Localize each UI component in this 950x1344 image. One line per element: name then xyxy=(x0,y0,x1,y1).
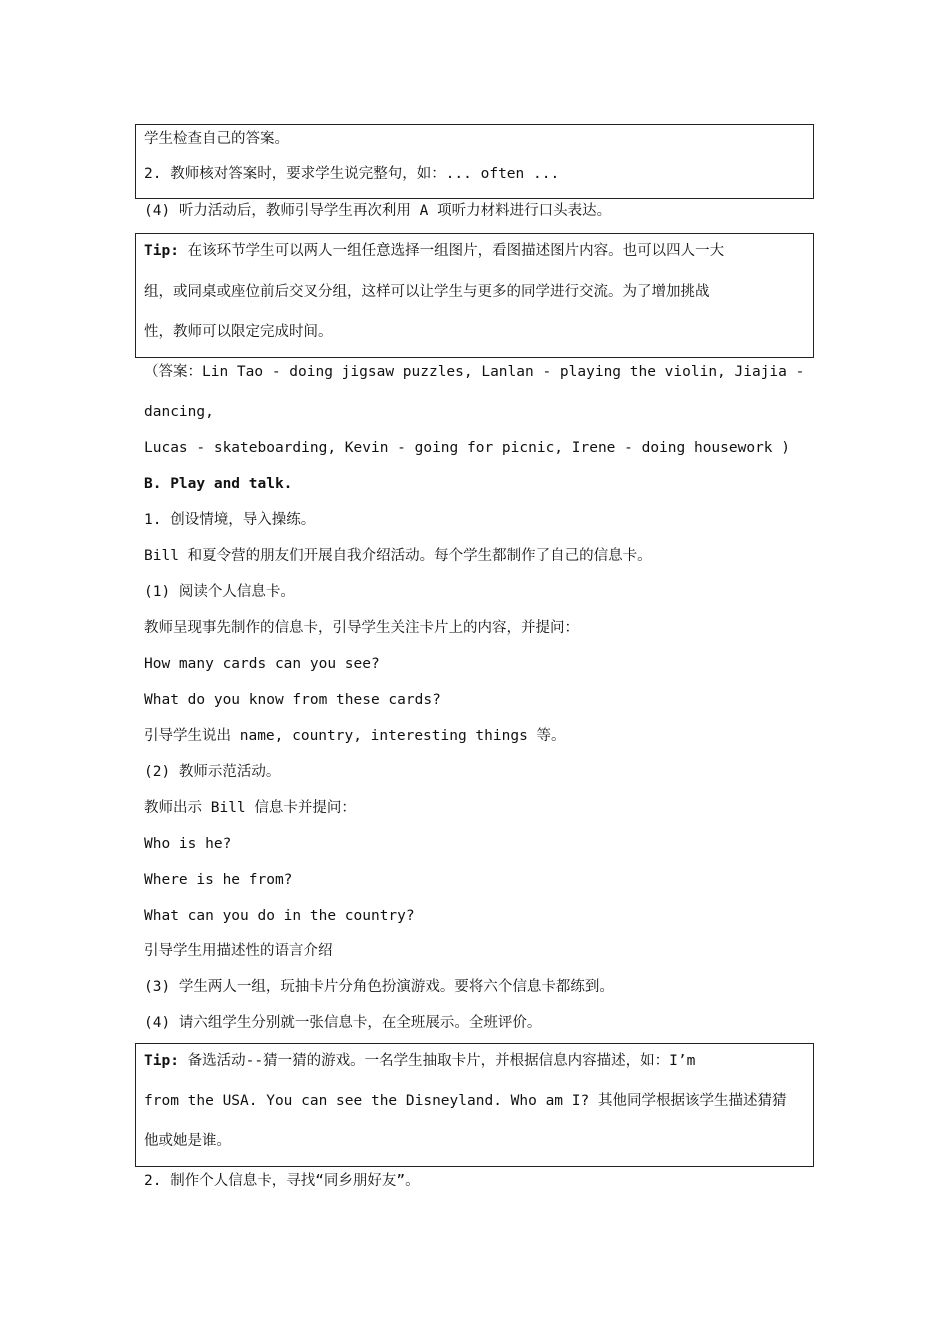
question-1: How many cards can you see? xyxy=(144,656,380,672)
answers-line1: （答案：Lin Tao - doing jigsaw puzzles, Lanlan - playing the violin, Jiajia - xyxy=(144,364,805,380)
question-4: Where is he from? xyxy=(144,872,293,888)
tip1-label: Tip: xyxy=(144,243,179,259)
tip2-text1: 备选活动--猜一猜的游戏。一名学生抽取卡片，并根据信息内容描述，如：I’m xyxy=(178,1053,696,1069)
tip2-line1 xyxy=(144,1051,695,1071)
tip1-line1 xyxy=(144,241,724,261)
box1-line1: 学生检查自己的答案。 xyxy=(144,131,289,147)
section-b-title xyxy=(144,474,292,494)
tip1-line3: 性，教师可以限定完成时间。 xyxy=(144,324,333,340)
section-b-intro: Bill 和夏令营的朋友们开展自我介绍活动。每个学生都制作了自己的信息卡。 xyxy=(144,548,652,564)
tip2-line2: from the USA. You can see the Disneyland. Who am I? 其他同学根据该学生描述猜猜 xyxy=(144,1093,787,1109)
section-b-s1-guide: 引导学生说出 name, country, interesting things 等。 xyxy=(144,728,566,744)
question-2: What do you know from these cards? xyxy=(144,692,441,708)
section-b-title-text: B. Play and talk. xyxy=(144,476,293,492)
box1-line2: 2. 教师核对答案时，要求学生说完整句，如：... often ... xyxy=(144,166,560,182)
section-b-s3: (3) 学生两人一组，玩抽卡片分角色扮演游戏。要将六个信息卡都练到。 xyxy=(144,979,614,995)
question-5: What can you do in the country? xyxy=(144,908,415,924)
tip2-label: Tip: xyxy=(144,1053,179,1069)
step4-text: (4) 听力活动后，教师引导学生再次利用 A 项听力材料进行口头表达。 xyxy=(144,203,612,219)
section-b-s2-desc: 教师出示 Bill 信息卡并提问： xyxy=(144,800,356,816)
section-b-s4: (4) 请六组学生分别就一张信息卡，在全班展示。全班评价。 xyxy=(144,1015,542,1031)
section-b-s1-desc: 教师呈现事先制作的信息卡，引导学生关注卡片上的内容，并提问： xyxy=(144,620,579,636)
tip-box-2 xyxy=(135,1043,814,1167)
tip1-line2: 组，或同桌或座位前后交叉分组，这样可以让学生与更多的同学进行交流。为了增加挑战 xyxy=(144,284,710,300)
answer-check-box xyxy=(135,124,814,199)
tip-box-1 xyxy=(135,233,814,358)
section-b-s1: (1) 阅读个人信息卡。 xyxy=(144,584,295,600)
section-b-item1: 1. 创设情境，导入操练。 xyxy=(144,512,316,528)
question-3: Who is he? xyxy=(144,836,232,852)
item2-text: 2. 制作个人信息卡，寻找“同乡朋好友”。 xyxy=(144,1173,420,1189)
section-b-s2: (2) 教师示范活动。 xyxy=(144,764,281,780)
tip2-line3: 他或她是谁。 xyxy=(144,1133,231,1149)
answers-line2: dancing, xyxy=(144,404,214,420)
tip1-text1: 在该环节学生可以两人一组任意选择一组图片，看图描述图片内容。也可以四人一大 xyxy=(178,243,725,259)
section-b-s2-guide: 引导学生用描述性的语言介绍 xyxy=(144,943,333,959)
answers-line3: Lucas - skateboarding, Kevin - going for picnic, Irene - doing housework ) xyxy=(144,440,791,456)
